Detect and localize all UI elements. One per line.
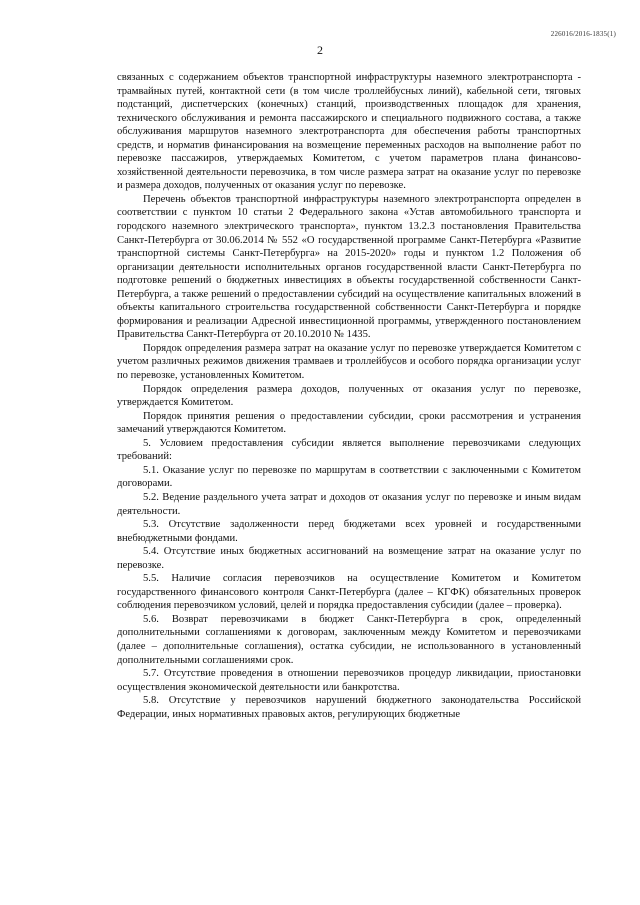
paragraph: 5.4. Отсутствие иных бюджетных ассигнований на возмещение затрат на оказание услуг по перевозке. (117, 546, 581, 571)
paragraph: 5.6. Возврат перевозчиками в бюджет Санкт-Петербурга в срок, определенный дополнительными соглашениями к договорам, заключенным между Комитетом и перевозчиками (далее – дополнительные соглашения), остатка субсидии, не использованного в установленный дополнительными соглашениями срок. (117, 613, 581, 666)
document-registration-code: 226016/2016-1835(1) (550, 30, 616, 38)
page-number: 2 (317, 43, 323, 57)
paragraph: связанных с содержанием объектов транспортной инфраструктуры наземного электротранспорта - трамвайных путей, контактной сети (в том числе троллейбусных линий), кабельной сети, тяговых подстанций, диспетчерских (конечных) станций, производственных площадок для хранения, технического обслуживания и ремонта пассажирского и специального подвижного состава, а также обслуживания маршрутов наземного электротранспорта для обеспечения работы транспортных средств, и норматив финансирования на возмещение переменных расходов на выполнение работ по перевозке пассажиров, утверждаемых Комитетом, с учетом параметров плана финансово-хозяйственной деятельности перевозчика, в том числе размера затрат на оказание услуг по перевозке и размера доходов, полученных от оказания услуг по перевозке. (117, 72, 581, 192)
paragraph: 5.8. Отсутствие у перевозчиков нарушений бюджетного законодательства Российской Федерации, иных нормативных правовых актов, регулирующих бюджетные (117, 695, 581, 720)
paragraph: 5.2. Ведение раздельного учета затрат и доходов от оказания услуг по перевозке и иным видам деятельности. (117, 491, 581, 517)
document-body (117, 71, 581, 721)
paragraph: Перечень объектов транспортной инфраструктуры наземного электротранспорта определен в соответствии с пунктом 10 статьи 2 Федерального закона «Устав автомобильного транспорта и городского наземного электрического транспорта», пунктом 13.2.3 постановления Правительства Санкт-Петербурга от 30.06.2014 № 552 «О государственной программе Санкт-Петербурга «Развитие транспортной системы Санкт-Петербурга» на 2015-2020» годы и пунктом 1.2 Положения об организации деятельности исполнительных органов государственной власти Санкт-Петербурга по подготовке решений о бюджетных инвестициях в объекты государственной собственности Санкт-Петербурга, а также решений о предоставлении субсидий на осуществление капитальных вложений в объекты капитального строительства государственной собственности Санкт-Петербурга и порядке формирования и реализации Адресной инвестиционной программы, утвержденного постановлением Правительства Санкт-Петербурга от 20.10.2010 № 1435. (117, 193, 581, 341)
paragraph: Порядок принятия решения о предоставлении субсидии, сроки рассмотрения и устранения замечаний утверждаются Комитетом. (117, 410, 581, 436)
paragraph: 5. Условием предоставления субсидии является выполнение перевозчиками следующих требований: (117, 437, 581, 463)
paragraph: Порядок определения размера затрат на оказание услуг по перевозке утверждается Комитетом с учетом различных режимов движения трамваев и троллейбусов и особого порядка организации услуг по перевозке, установленных Комитетом. (117, 342, 581, 382)
paragraph: 5.7. Отсутствие проведения в отношении перевозчиков процедур ликвидации, приостановки осуществления экономической деятельности или банкротства. (117, 668, 581, 693)
paragraph: 5.5. Наличие согласия перевозчиков на осуществление Комитетом и Комитетом государственного финансового контроля Санкт-Петербурга (далее – КГФК) обязательных проверок соблюдения перевозчиком условий, целей и порядка предоставления субсидии (далее – проверка). (117, 573, 581, 612)
paragraph: 5.1. Оказание услуг по перевозке по маршрутам в соответствии с заключенными с Комитетом договорами. (117, 464, 581, 490)
paragraph: 5.3. Отсутствие задолженности перед бюджетами всех уровней и государственными внебюджетными фондами. (117, 519, 581, 544)
paragraph: Порядок определения размера доходов, полученных от оказания услуг по перевозке, утверждается Комитетом. (117, 383, 581, 409)
